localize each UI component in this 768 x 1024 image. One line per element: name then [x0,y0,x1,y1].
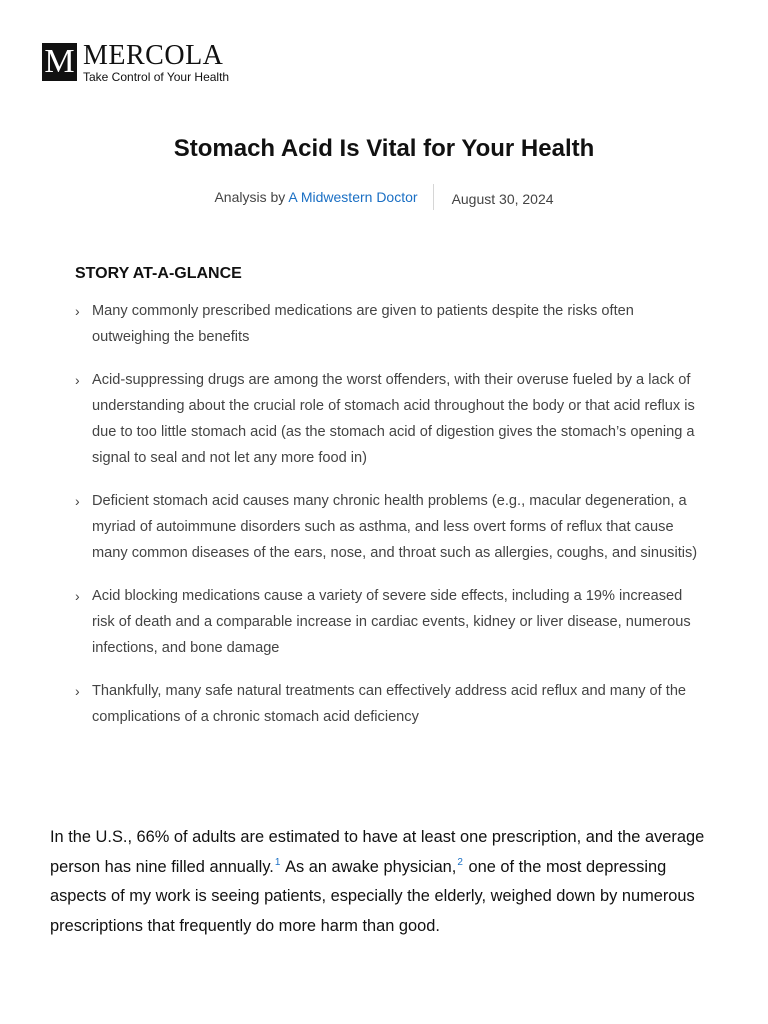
article-body-paragraph [50,823,720,941]
glance-item-text: Thankfully, many safe natural treatments can effectively address acid reflux and many of the complications of a chronic stomach acid deficiency [92,683,687,725]
body-text-part-3: one of the most depressing aspects of my work is seeing patients, especially the elderly, weighed down by numerous prescriptions that frequently do more harm than good. [50,857,695,935]
glance-item [75,298,705,350]
glance-item [75,488,705,566]
glance-heading: STORY AT-A-GLANCE [75,265,242,282]
publish-date: August 30, 2024 [451,191,554,207]
logo-tagline: Take Control of Your Health [83,70,230,84]
author-link[interactable]: A Midwestern Doctor [288,189,418,205]
chevron-right-icon: › [75,303,80,319]
glance-item-text: Many commonly prescribed medications are given to patients despite the risks often outweighing the benefits [92,303,634,345]
glance-item [75,583,705,661]
footnote-link-2[interactable]: 2 [457,857,463,869]
chevron-right-icon: › [75,372,80,388]
glance-item-text: Deficient stomach acid causes many chronic health problems (e.g., macular degeneration, a myriad of autoimmune disorders such as asthma, and less overt forms of reflux that cause many common diseases of the ears, nose, and throat such as allergies, coughs, and sinusitis) [92,493,698,561]
site-logo[interactable] [42,40,230,84]
body-text-part-1: In the U.S., 66% of adults are estimated to have at least one prescription, and the average person has nine filled annually. [50,828,705,876]
glance-item [75,367,705,471]
logo-mark: M [42,43,77,81]
chevron-right-icon: › [75,683,80,699]
story-at-a-glance [75,264,705,747]
byline-prefix: Analysis by [214,189,289,205]
article-byline [0,184,768,210]
logo-name: MERCOLA [83,40,224,71]
glance-item [75,678,705,730]
author-credit [214,184,432,210]
chevron-right-icon: › [75,588,80,604]
glance-list [75,298,705,730]
footnote-link-1[interactable]: 1 [274,857,281,869]
glance-item-text: Acid-suppressing drugs are among the worst offenders, with their overuse fueled by a lack of understanding about the crucial role of stomach acid throughout the body or that acid reflux is due to too little stomach acid (as the stomach acid of digestion gives the stomach’s opening a signal to seal and not let any more food in) [92,372,695,466]
chevron-right-icon: › [75,493,80,509]
article-title: Stomach Acid Is Vital for Your Health [173,135,595,162]
logo-text [83,40,230,84]
body-text-part-2: As an awake physician, [281,857,457,876]
glance-item-text: Acid blocking medications cause a variety of severe side effects, including a 19% increased risk of death and a comparable increase in cardiac events, kidney or liver disease, numerous infections, and bone damage [92,588,691,656]
